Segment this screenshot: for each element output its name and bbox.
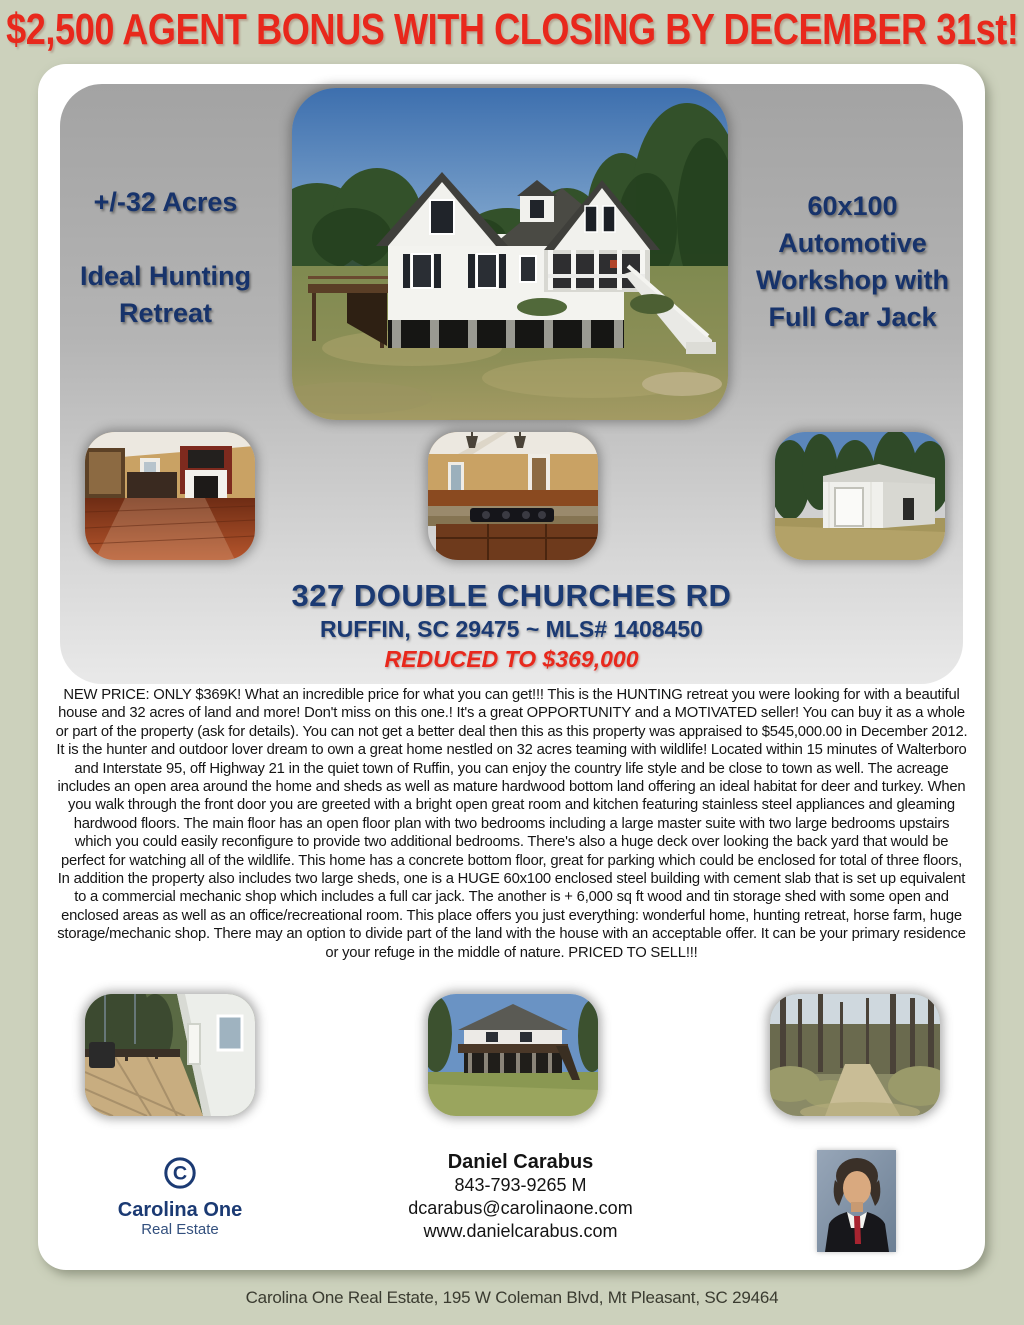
house-front-exterior-illustration: [292, 88, 728, 420]
workshop-line-3: Workshop with: [756, 265, 949, 295]
acreage-line: +/-32 Acres: [93, 187, 238, 217]
acreage-highlight: [68, 184, 263, 332]
workshop-illustration: [775, 432, 945, 560]
property-location-mls: RUFFIN, SC 29475 ~ MLS# 1408450: [320, 616, 703, 642]
workshop-line-2: Automotive: [778, 228, 927, 258]
property-price: REDUCED TO $369,000: [384, 646, 639, 672]
kitchen-illustration: [428, 432, 598, 560]
agent-name: Daniel Carabus: [447, 1151, 594, 1173]
house-rear-illustration: [428, 994, 598, 1116]
wooded-land-trail-photo: [770, 994, 940, 1116]
kitchen-interior-photo: [428, 432, 598, 560]
svg-text:C: C: [172, 1162, 188, 1185]
property-address-block: [60, 578, 963, 674]
workshop-size-line: 60x100: [807, 191, 898, 221]
deck-exterior-photo: [85, 994, 255, 1116]
brand-tagline: Real Estate: [141, 1221, 219, 1238]
workshop-line-4: Full Car Jack: [768, 302, 937, 332]
house-rear-elevated-deck-photo: [428, 994, 598, 1116]
agent-website: www.danielcarabus.com: [423, 1221, 618, 1241]
property-description: NEW PRICE: ONLY $369K! What an incredible price for what you can get!!! This is the HUNTING retreat you were looking for with a beautiful house and 32 acres of land and more! Don't miss on this one.! It's a great OPPORTUNITY and a MOTIVATED seller! You can buy it as a whole or part of the property (ask for details). You can not get a better deal then this as this property was appraised to $545,000.00 in December 2012. It is the hunter and outdoor lover dream to own a great home nestled on 32 acres teaming with wildlife! Located within 15 minutes of Walterboro and Interstate 95, off Highway 21 in the quiet town of Ruffin, you can enjoy the country life style and be close to town as well. The acreage includes an open area around the home and sheds as well as mature hardwood bottom land offering an ideal habitat for deer and turkey. When you walk through the front door you are greeted with a bright open great room and kitchen featuring stainless steel appliances and gleaming hardwood floors. The main floor has an open floor plan with two bedrooms including a large master suite with two large bedrooms upstairs which you could easily reconfigure to provide two additional bedrooms. There's also a huge deck over looking the back yard that would be perfect for watching all of the wildlife. This home has a concrete bottom floor, great for parking which could be enclosed for total of three floors, In addition the property also includes two large sheds, one is a HUGE 60x100 enclosed steel building with cement slab that is set up equivalent to a commercial mechanic shop which includes a full car jack. The another is + 6,000 sq ft wood and tin storage shed with some open and enclosed areas as well as an office/recreational room. This place offers you just everything: wonderful home, hunting retreat, horse farm, huge storage/mechanic shop. There may an option to divide part of the land with the house with an acceptable offer. It can be your primary residence or your refuge in the middle of nature. PRICED TO SELL!!!: [55, 687, 968, 961]
photo-collage-panel: [60, 84, 963, 684]
agent-contact-block: [378, 1150, 663, 1243]
workshop-highlight: [750, 188, 955, 336]
brand-name: Carolina One: [117, 1199, 243, 1221]
flyer-card: [38, 64, 985, 1270]
hunting-line: Ideal Hunting: [80, 261, 251, 291]
great-room-illustration: [85, 432, 255, 560]
office-address-footer: Carolina One Real Estate, 195 W Coleman Blvd, Mt Pleasant, SC 29464: [245, 1288, 779, 1307]
property-address: 327 DOUBLE CHURCHES RD: [291, 578, 732, 613]
agent-email: dcarabus@carolinaone.com: [408, 1198, 633, 1218]
agent-bonus-banner: [0, 2, 1024, 58]
agent-phone: 843-793-9265 M: [454, 1175, 587, 1195]
agent-headshot-illustration: [817, 1150, 896, 1252]
great-room-interior-photo: [85, 432, 255, 560]
agent-bonus-text: $2,500 AGENT BONUS WITH CLOSING BY DECEMBER 31st!: [5, 5, 1019, 54]
carolina-one-circle-c-icon: [163, 1156, 197, 1190]
steel-workshop-building-photo: [775, 432, 945, 560]
woods-illustration: [770, 994, 940, 1116]
agent-headshot-photo: [817, 1150, 896, 1252]
retreat-line: Retreat: [118, 298, 213, 328]
carolina-one-logo: [100, 1156, 260, 1238]
deck-illustration: [85, 994, 255, 1116]
house-front-exterior-photo: [292, 88, 728, 420]
